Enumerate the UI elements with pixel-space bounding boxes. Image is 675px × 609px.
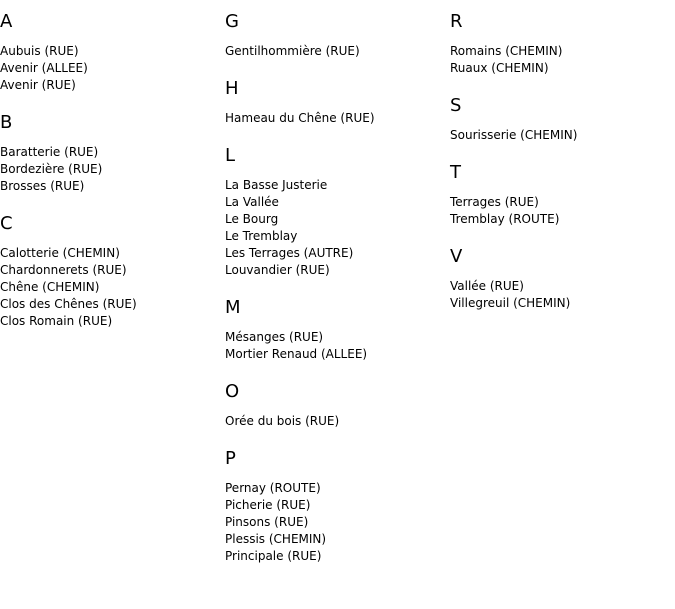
street-name: Calotterie (CHEMIN): [0, 246, 120, 260]
letter-group: [450, 95, 670, 144]
letter-heading: R: [450, 11, 463, 32]
letter-heading: H: [225, 78, 239, 99]
letter-heading: G: [225, 11, 239, 32]
letter-group: [0, 213, 220, 330]
street-list: [450, 43, 670, 77]
street-name: Orée du bois (RUE): [225, 414, 340, 428]
street-name: Baratterie (RUE): [0, 145, 99, 159]
street-list: [450, 127, 670, 144]
street-list: [450, 194, 670, 228]
street-list: [225, 480, 445, 565]
street-name: Le Bourg: [225, 212, 279, 226]
street-name: Mortier Renaud (ALLEE): [225, 347, 368, 361]
street-name: Plessis (CHEMIN): [225, 532, 327, 546]
letter-heading: M: [225, 297, 241, 318]
letter-group: [225, 381, 445, 430]
street-list: [0, 144, 220, 195]
street-name: Picherie (RUE): [225, 498, 311, 512]
street-name: Hameau du Chêne (RUE): [225, 111, 375, 125]
street-name: Pernay (ROUTE): [225, 481, 321, 495]
street-name: Gentilhommière (RUE): [225, 44, 360, 58]
letter-heading: S: [450, 95, 462, 116]
street-list: [225, 177, 445, 279]
letter-heading: T: [450, 162, 461, 183]
street-name: Avenir (RUE): [0, 78, 76, 92]
street-name: Villegreuil (CHEMIN): [450, 296, 571, 310]
street-list: [0, 245, 220, 330]
index-column-3: [450, 11, 670, 330]
letter-group: [225, 78, 445, 127]
street-name: Romains (CHEMIN): [450, 44, 563, 58]
street-name: Chardonnerets (RUE): [0, 263, 127, 277]
street-name: Bordezière (RUE): [0, 162, 103, 176]
street-name: Vallée (RUE): [450, 279, 524, 293]
street-name: Aubuis (RUE): [0, 44, 79, 58]
street-list: [225, 43, 445, 60]
letter-group: [225, 145, 445, 279]
street-name: Clos Romain (RUE): [0, 314, 113, 328]
street-list: [225, 413, 445, 430]
letter-heading: C: [0, 213, 13, 234]
letter-group: [450, 162, 670, 228]
index-column-2: [225, 11, 445, 583]
street-name: Ruaux (CHEMIN): [450, 61, 549, 75]
letter-group: [225, 297, 445, 363]
letter-heading: P: [225, 448, 236, 469]
street-name: Clos des Chênes (RUE): [0, 297, 137, 311]
street-name: Chêne (CHEMIN): [0, 280, 100, 294]
street-name: La Basse Justerie: [225, 178, 328, 192]
street-name: Pinsons (RUE): [225, 515, 309, 529]
street-name: Louvandier (RUE): [225, 263, 330, 277]
street-name: Le Tremblay: [225, 229, 298, 243]
letter-group: [450, 246, 670, 312]
street-name: Mésanges (RUE): [225, 330, 324, 344]
letter-heading: L: [225, 145, 236, 166]
street-list: [225, 329, 445, 363]
street-name: Sourisserie (CHEMIN): [450, 128, 578, 142]
street-name: Tremblay (ROUTE): [450, 212, 560, 226]
street-name: Terrages (RUE): [450, 195, 539, 209]
index-column-1: [0, 11, 220, 348]
letter-heading: O: [225, 381, 240, 402]
street-list: [0, 43, 220, 94]
street-list: [225, 110, 445, 127]
letter-group: [0, 11, 220, 94]
street-name: Avenir (ALLEE): [0, 61, 88, 75]
letter-group: [225, 448, 445, 565]
street-name: Brosses (RUE): [0, 179, 85, 193]
letter-heading: V: [450, 246, 463, 267]
street-list: [450, 278, 670, 312]
letter-group: [450, 11, 670, 77]
street-name: La Vallée: [225, 195, 279, 209]
street-name: Les Terrages (AUTRE): [225, 246, 354, 260]
letter-group: [0, 112, 220, 195]
street-name: Principale (RUE): [225, 549, 322, 563]
letter-heading: A: [0, 11, 13, 32]
letter-heading: B: [0, 112, 13, 133]
letter-group: [225, 11, 445, 60]
